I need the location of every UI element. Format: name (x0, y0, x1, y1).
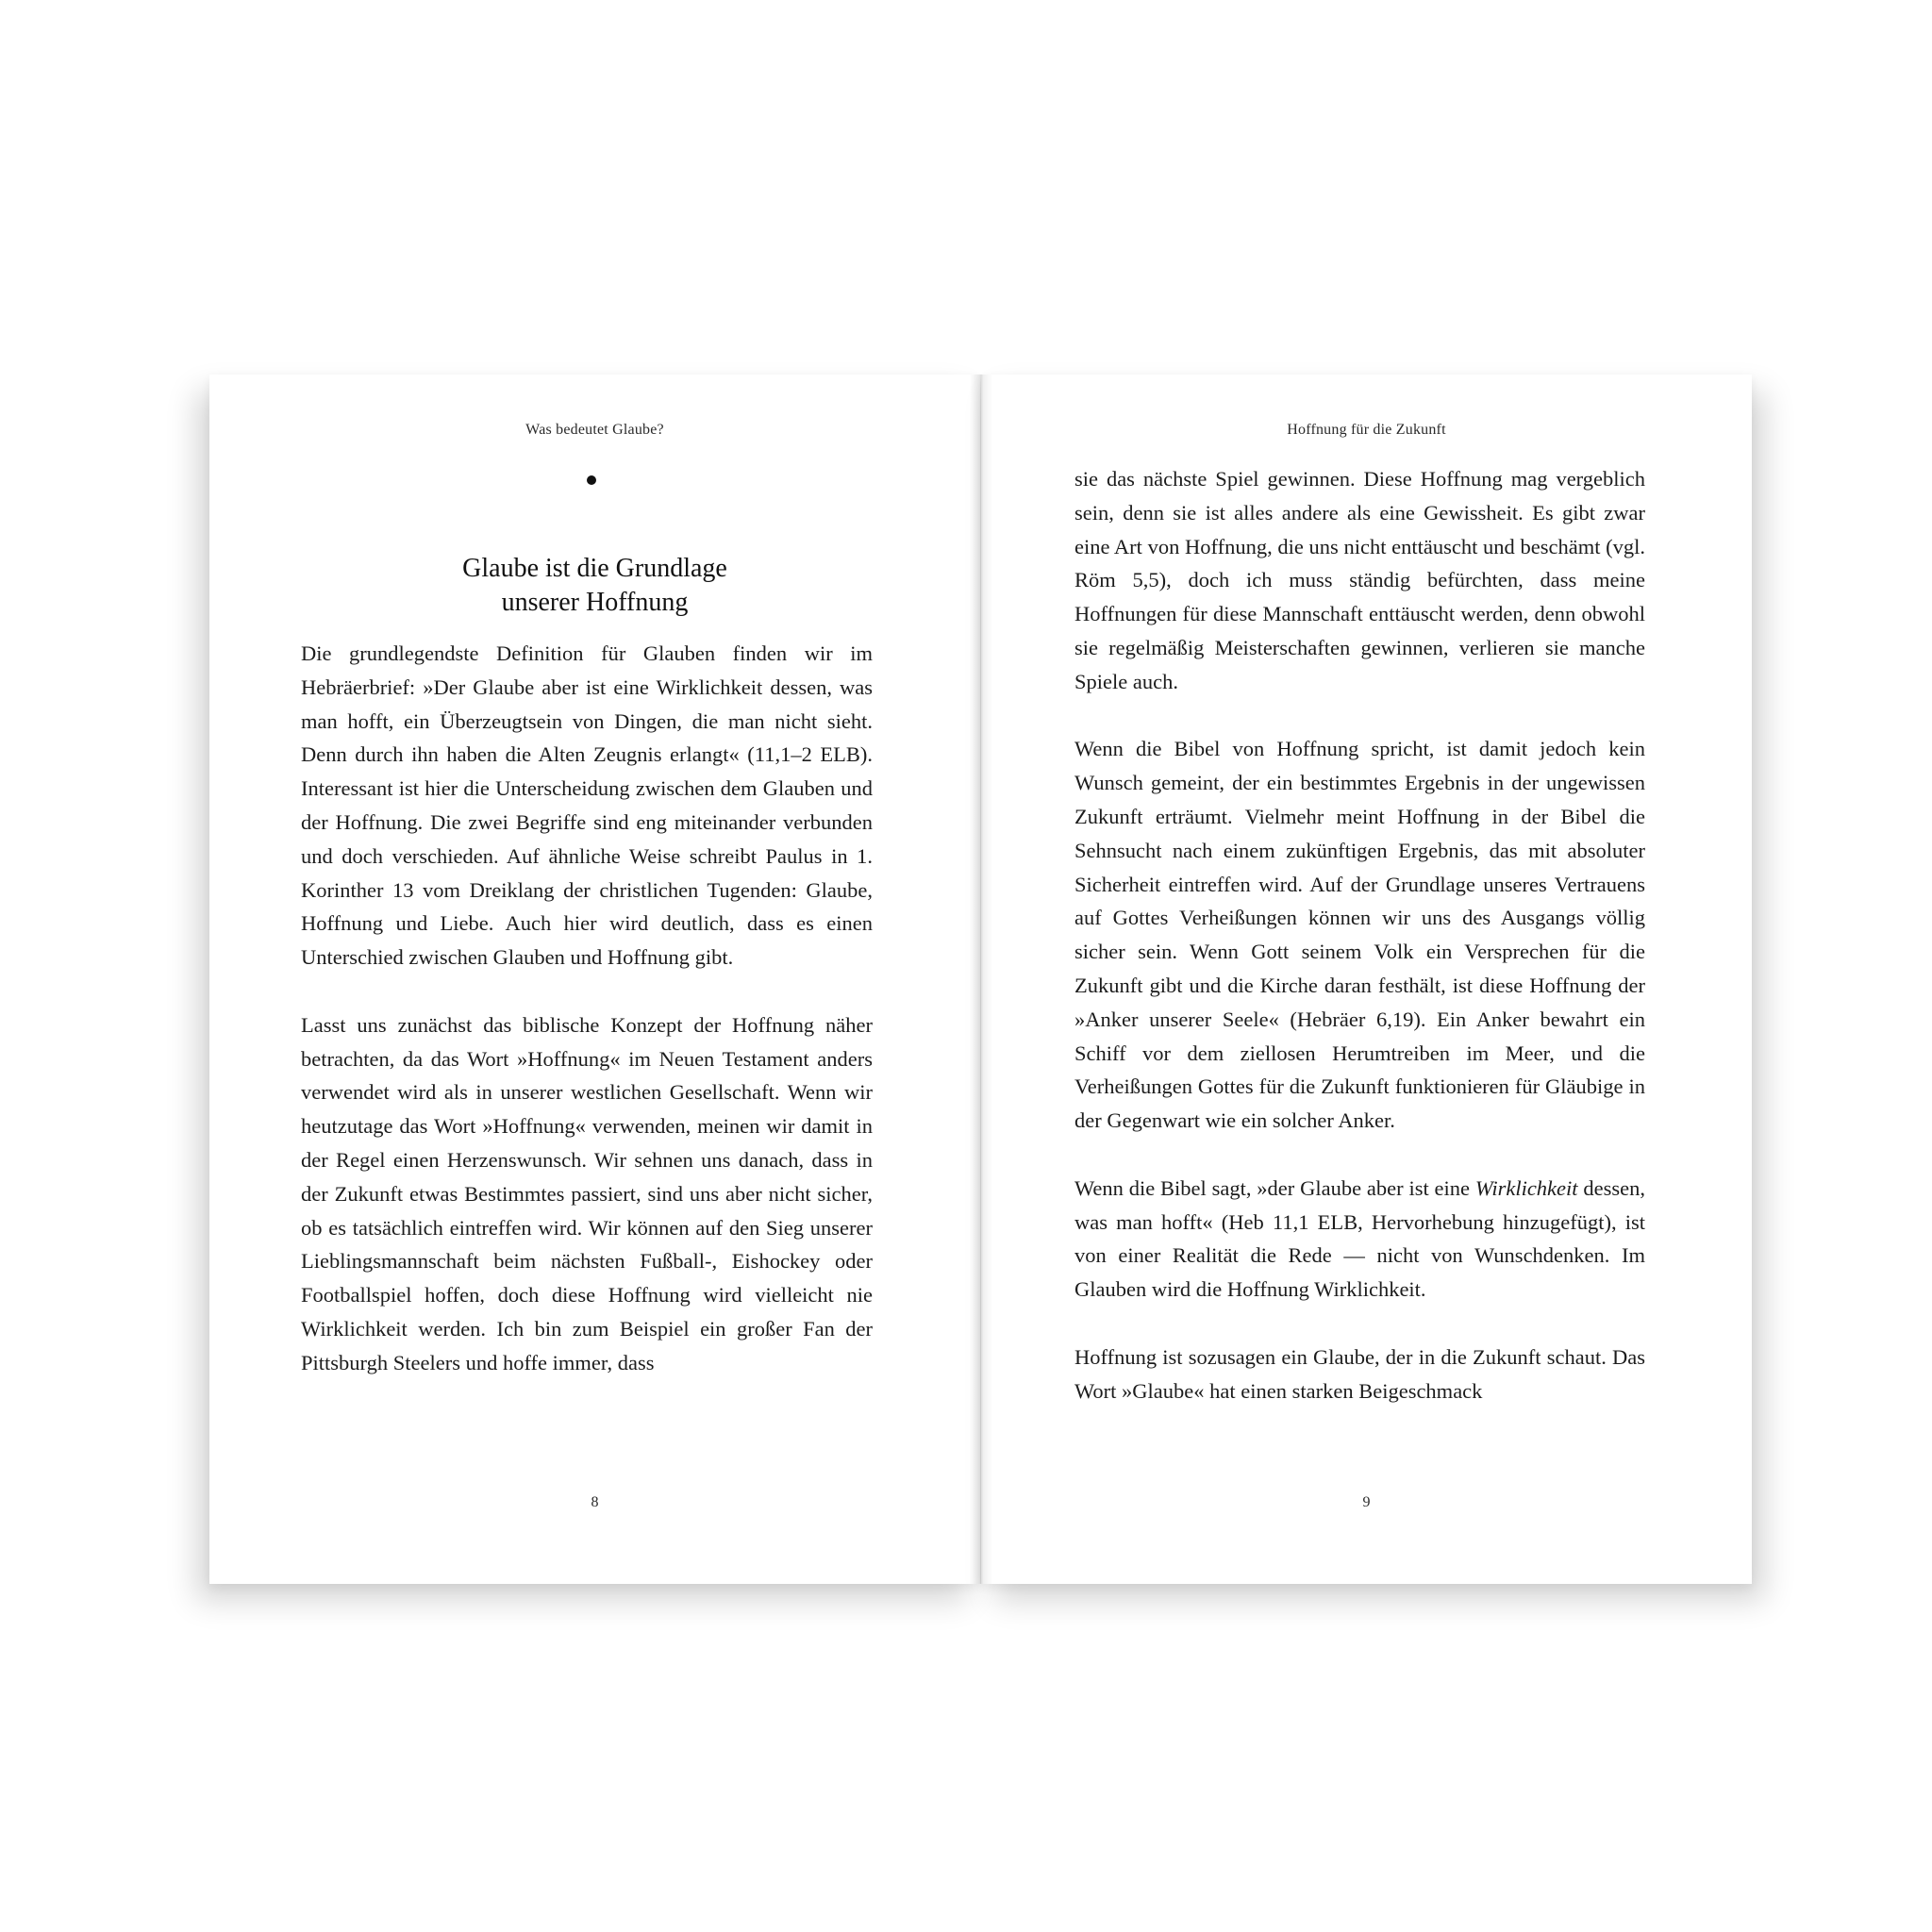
paragraph: Wenn die Bibel von Hoffnung spricht, ist damit jedoch kein Wunsch gemeint, der ein bestimmtes Ergebnis in der ungewissen Zukunft erträumt. Vielmehr meint Hoffnung in der Bibel die Sehnsucht nach einem zukünftigen Ergebnis, das mit absoluter Sicherheit eintreffen wird. Auf der Grundlage unseres Vertrauens auf Gottes Verheißungen können wir uns des Ausgangs völlig sicher sein. Wenn Gott seinem Volk ein Versprechen für die Zukunft gibt und die Kirche daran festhält, ist diese Hoffnung der »Anker unserer Seele« (Hebräer 6,19). Ein Anker bewahrt ein Schiff vor dem ziellosen Herumtreiben im Meer, und die Verheißungen Gottes für die Zukunft funktionieren für Gläubige in der Gegenwart wie ein solcher Anker. (1074, 737, 1645, 1133)
ornament-bullet (587, 475, 596, 485)
paragraph: Lasst uns zunächst das biblische Konzept der Hoffnung näher betrachten, da das Wort »Hoffnung« im Neuen Testament anders verwendet wird als in unserer westlichen Gesellschaft. Wenn wir heutzutage das Wort »Hoffnung« verwenden, meinen wir damit in der Regel einen Herzenswunsch. Wir sehnen uns danach, dass in der Zukunft etwas Bestimmtes passiert, sind uns aber nicht sicher, ob es tatsächlich eintreffen wird. Wir können auf den Sieg unserer Lieblingsmannschaft beim nächsten Fußball-, Eishockey oder Footballspiel hoffen, doch diese Hoffnung wird vielleicht nie Wirklichkeit werden. Ich bin zum Beispiel ein großer Fan der Pittsburgh Steelers und hoffe immer, dass (301, 1012, 873, 1374)
running-head-right: Hoffnung für die Zukunft (1287, 422, 1446, 438)
paragraph: Hoffnung ist sozusagen ein Glaube, der in die Zukunft schaut. Das Wort »Glaube« hat einen starken Beigeschmack (1074, 1344, 1645, 1403)
page-number-right: 9 (1362, 1494, 1371, 1510)
paragraph-text-after: dessen, was man hofft« (Heb 11,1 ELB, Hervorhebung hinzugefügt), ist von einer Realität die Rede — nicht von Wunschdenken. Im Glauben wird die Hoffnung Wirklichkeit. (1074, 1175, 1645, 1302)
right-body-text (1074, 462, 1645, 1441)
right-page (981, 375, 1752, 1584)
book-spread (209, 375, 1752, 1584)
page-number-left: 8 (591, 1494, 599, 1510)
left-body-text (301, 637, 873, 1413)
emphasized-word: Wirklichkeit (1474, 1175, 1578, 1200)
paragraph: sie das nächste Spiel gewinnen. Diese Hoffnung mag vergeblich sein, denn sie ist alles andere als eine Gewissheit. Es gibt zwar eine Art von Hoffnung, die uns nicht enttäuscht und beschämt (vgl. Röm 5,5), doch ich muss ständig befürchten, dass meine Hoffnungen für diese Mannschaft enttäuscht werden, denn obwohl sie regelmäßig Meisterschaften gewinnen, verlieren sie manche Spiele auch. (1074, 467, 1645, 693)
chapter-title (209, 552, 980, 620)
paragraph-with-emphasis (1074, 1172, 1645, 1307)
chapter-title-line-1: Glaube ist die Grundlage (462, 554, 727, 584)
chapter-title-line-2: unserer Hoffnung (501, 588, 689, 618)
paragraph-text-before: Wenn die Bibel sagt, »der Glaube aber ist eine (1074, 1175, 1475, 1200)
left-page (209, 375, 980, 1584)
running-head-left: Was bedeutet Glaube? (525, 422, 664, 438)
paragraph: Die grundlegendste Definition für Glauben finden wir im Hebräerbrief: »Der Glaube aber ist eine Wirklichkeit dessen, was man hofft, ein Überzeugtsein von Dingen, die man nicht sieht. Denn durch ihn haben die Alten Zeugnis erlangt« (11,1–2 ELB). Interessant ist hier die Unterscheidung zwischen dem Glauben und der Hoffnung. Die zwei Begriffe sind eng miteinander verbunden und doch verschieden. Auf ähnliche Weise schreibt Paulus in 1. Korinther 13 vom Dreiklang der christlichen Tugenden: Glaube, Hoffnung und Liebe. Auch hier wird deutlich, dass es einen Unterschied zwischen Glauben und Hoffnung gibt. (301, 641, 873, 970)
